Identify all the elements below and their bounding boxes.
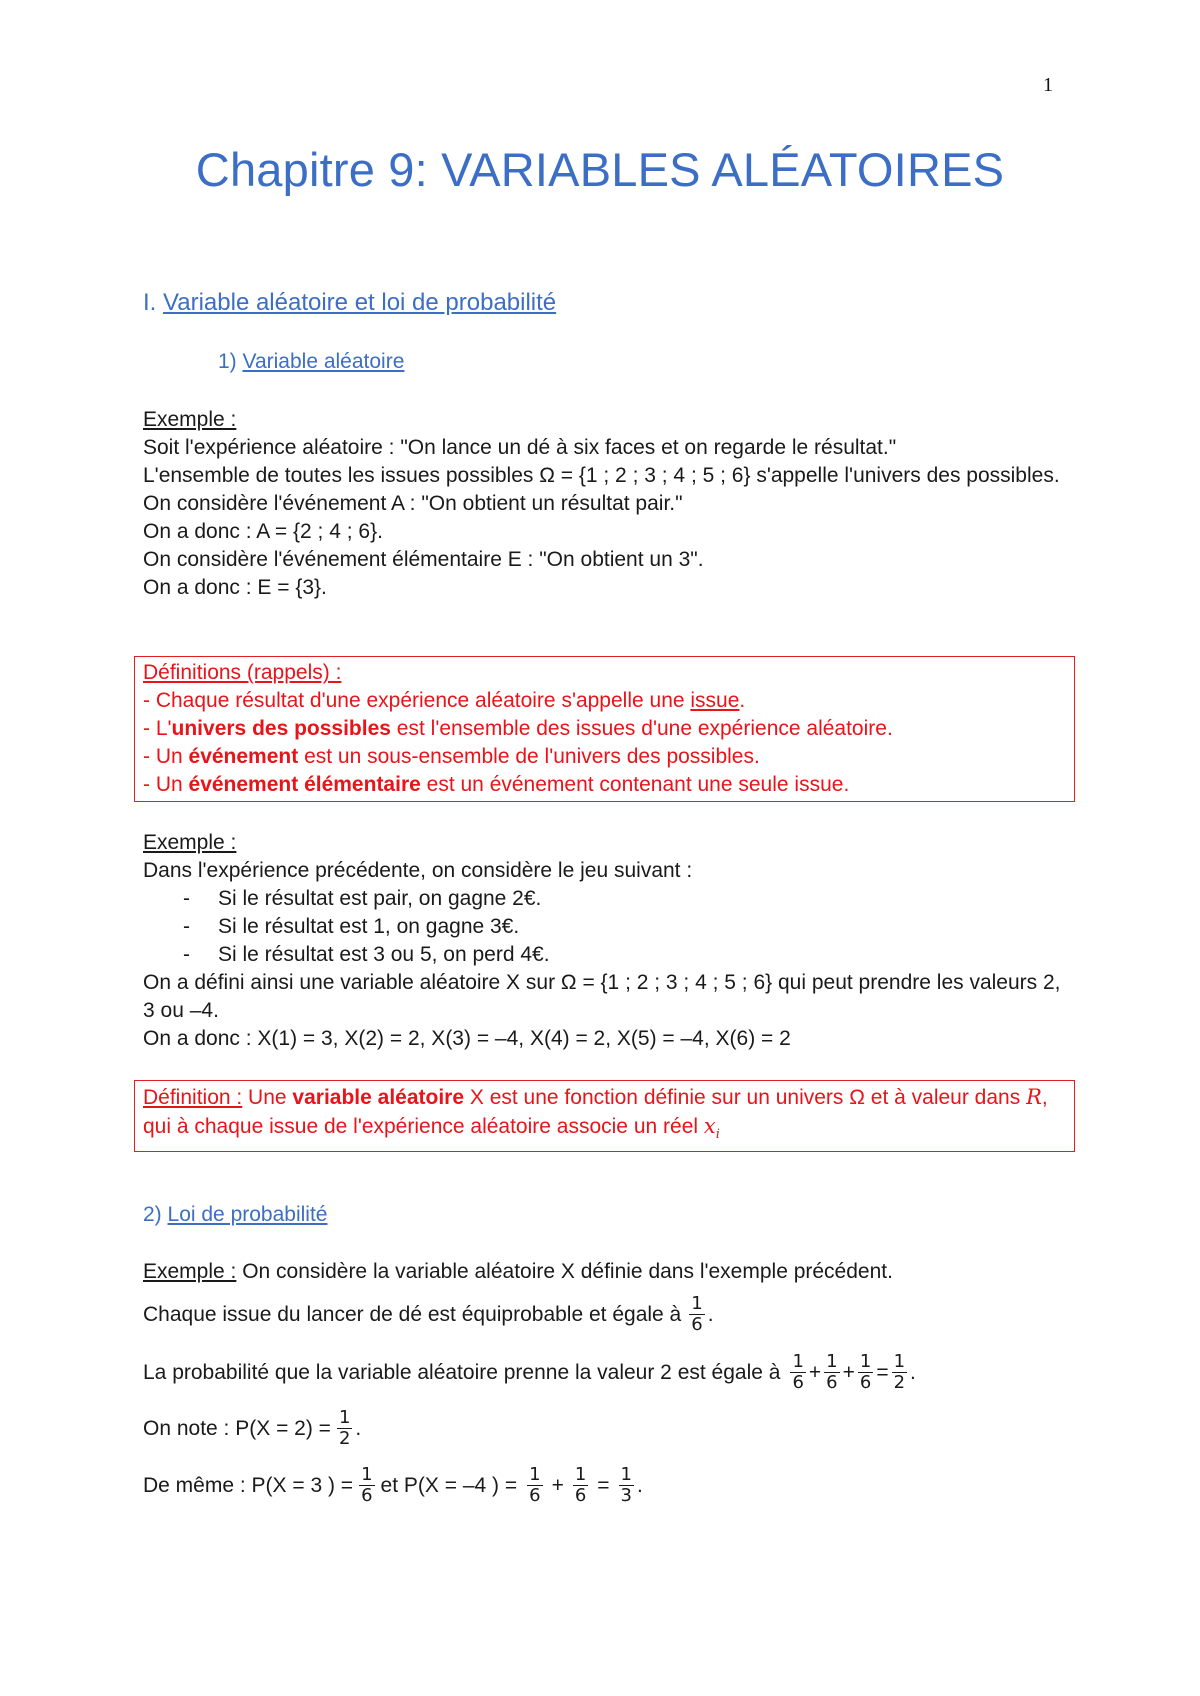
p-x-2-line: On note : P(X = 2) = $\frac{1}{2}$ . — [143, 1407, 362, 1449]
list-item: - Si le résultat est 1, on gagne 3€. — [183, 915, 520, 938]
fraction-one-half: $\frac{1}{2}$ — [893, 1351, 906, 1393]
term-issue: issue — [690, 689, 740, 712]
example-line: Soit l'expérience aléatoire : "On lance un dé à six faces et on regarde le résultat." — [143, 436, 897, 459]
definitions-label: Définitions (rappels) : — [143, 661, 342, 684]
fraction-one-sixth: $\frac{1}{6}$ — [792, 1351, 804, 1393]
section-number: I. — [143, 289, 164, 316]
fraction-one-sixth: $\frac{1}{6}$ — [691, 1293, 703, 1335]
fraction-one-sixth: $\frac{1}{6}$ — [529, 1464, 541, 1506]
fraction-one-sixth: $\frac{1}{6}$ — [859, 1351, 872, 1393]
term-univers: univers des possibles — [171, 717, 391, 740]
definition-item: - L'univers des possibles est l'ensemble des issues d'une expérience aléatoire. — [143, 717, 893, 740]
subsection-heading-1 — [218, 350, 404, 374]
fraction-one-third: $\frac{1}{3}$ — [620, 1464, 632, 1506]
definition-label: Définition : — [143, 1086, 243, 1109]
fraction-one-half: $\frac{1}{2}$ — [338, 1407, 351, 1449]
example-line: Exemple : On considère la variable aléatoire X définie dans l'exemple précédent. — [143, 1260, 893, 1283]
subsection-title: Variable aléatoire — [242, 350, 405, 373]
page-title: Chapitre 9: VARIABLES ALÉATOIRES — [195, 143, 1005, 196]
example-1 — [143, 406, 1063, 602]
example-label: Exemple : — [143, 831, 237, 854]
section-title: Variable aléatoire et loi de probabilité — [163, 289, 557, 316]
fraction-one-sixth: $\frac{1}{6}$ — [574, 1464, 587, 1506]
definition-box — [134, 1080, 1075, 1152]
equiprobable-line: Chaque issue du lancer de dé est équiprobable et égale à $\frac{1}{6}$ . — [143, 1293, 714, 1335]
term-evenement-elementaire: événement élémentaire — [188, 773, 421, 796]
definition-item: - Un événement est un sous-ensemble de l'univers des possibles. — [143, 745, 760, 768]
fraction-one-sixth: $\frac{1}{6}$ — [361, 1464, 373, 1506]
example-line: On a défini ainsi une variable aléatoire X sur Ω = {1 ; 2 ; 3 ; 4 ; 5 ; 6} qui peut prendre les valeurs 2, 3 ou –4. — [143, 971, 1061, 1022]
term-variable-aleatoire: variable aléatoire — [292, 1086, 465, 1109]
probability-sum-line: La probabilité que la variable aléatoire prenne la valeur 2 est égale à $\frac{1}{6}$ + $\frac{1}{6}$ + $\frac{1}{6}$ = $\frac{1}{2}$ . — [143, 1351, 916, 1393]
list-item: - Si le résultat est pair, on gagne 2€. — [183, 887, 542, 910]
example-3-intro — [143, 1258, 1063, 1286]
example-line: On a donc : E = {3}. — [143, 576, 327, 599]
example-line: On considère l'événement A : "On obtient un résultat pair." — [143, 492, 683, 515]
example-label: Exemple : — [143, 1260, 237, 1283]
example-line: L'ensemble de toutes les issues possibles Ω = {1 ; 2 ; 3 ; 4 ; 5 ; 6} s'appelle l'univers des possibles. — [143, 464, 1060, 487]
p-x-3-line: De même : P(X = 3 ) = $\frac{1}{6}$ et P(X = –4 ) = $\frac{1}{6}$ + $\frac{1}{6}$ = $\frac{1}{3}$ . — [143, 1464, 643, 1506]
xi-symbol: $x_i$ — [703, 1114, 720, 1143]
term-evenement: événement — [188, 745, 299, 768]
definition-text: Définition : Une variable aléatoire X est une fonction définie sur un univers Ω et à valeur dans R, qui à chaque issue de l'expérience aléatoire associe un réel $x_i$ — [143, 1085, 1048, 1143]
definition-item: - Chaque résultat d'une expérience aléatoire s'appelle une issue. — [143, 689, 746, 712]
real-set-symbol: R — [1026, 1085, 1042, 1109]
subsection-number: 2) — [143, 1203, 168, 1226]
example-line: On considère l'événement élémentaire E : "On obtient un 3". — [143, 548, 704, 571]
example-intro: Dans l'expérience précédente, on considère le jeu suivant : — [143, 859, 693, 882]
example-line: On a donc : X(1) = 3, X(2) = 2, X(3) = –4, X(4) = 2, X(5) = –4, X(6) = 2 — [143, 1027, 791, 1050]
example-label: Exemple : — [143, 408, 237, 431]
definition-item: - Un événement élémentaire est un événement contenant une seule issue. — [143, 773, 850, 796]
fraction-one-sixth: $\frac{1}{6}$ — [826, 1351, 838, 1393]
subsection-number: 1) — [218, 350, 243, 373]
subsection-heading-2 — [143, 1203, 327, 1227]
list-item: - Si le résultat est 3 ou 5, on perd 4€. — [183, 943, 550, 966]
definitions-box — [134, 656, 1075, 802]
page-number: 1 — [1043, 74, 1053, 96]
example-line: On a donc : A = {2 ; 4 ; 6}. — [143, 520, 383, 543]
section-heading-1 — [143, 289, 556, 317]
example-2 — [143, 829, 1063, 1053]
subsection-title: Loi de probabilité — [167, 1203, 328, 1226]
